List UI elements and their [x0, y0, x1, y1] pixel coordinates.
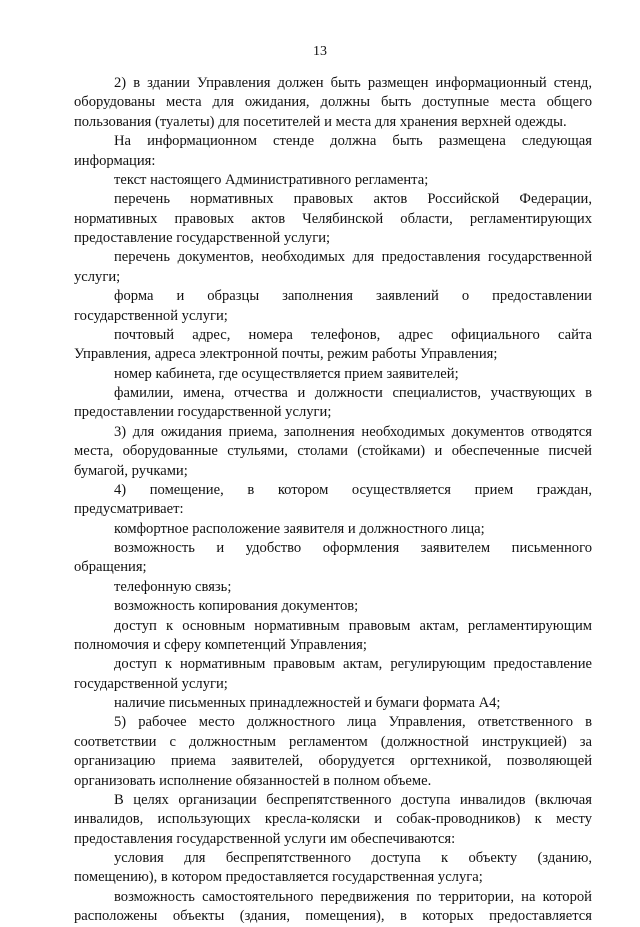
text-line: 5) рабочее место должностного лица Управления, ответственного в — [114, 714, 592, 731]
text-line: предоставление государственной услуги; — [74, 230, 331, 246]
text-line: доступ к нормативным правовым актам, регулирующим предоставление — [114, 656, 592, 673]
text-line: места, оборудованные стульями, столами (стойками) и обеспеченные писчей — [74, 443, 592, 460]
text-line: доступ к основным нормативным правовым актам, регламентирующим — [114, 617, 592, 634]
text-line: пользования (туалеты) для посетителей и места для хранения верхней одежды. — [74, 113, 567, 130]
text-line: нормативных правовых актов Челябинской области, регламентирующих — [74, 210, 592, 227]
text-line: оборудованы места для ожидания, должны быть доступные места общего — [74, 94, 592, 111]
text-line: наличие письменных принадлежностей и бумаги формата А4; — [114, 695, 501, 711]
text-line: предоставления государственной услуги им обеспечиваются: — [74, 830, 456, 847]
text-line: условия для беспрепятственного доступа к объекту (зданию, — [114, 850, 592, 866]
text-line: фамилии, имена, отчества и должности специалистов, участвующих в — [114, 385, 592, 401]
text-line: соответствии с должностным регламентом (должностной инструкцией) за — [74, 733, 592, 750]
text-line: комфортное расположение заявителя и должностного лица; — [114, 520, 485, 537]
text-line: перечень нормативных правовых актов Российской Федерации, — [114, 191, 592, 208]
text-line: информация: — [74, 152, 156, 169]
text-line: 3) для ожидания приема, заполнения необходимых документов отводятся — [114, 423, 592, 440]
text-line: бумагой, ручками; — [74, 462, 188, 479]
text-line: форма и образцы заполнения заявлений о предоставлении — [114, 288, 592, 305]
text-line: организацию приема заявителей, оборудуется оргтехникой, позволяющей — [74, 753, 592, 770]
text-line: расположены объекты (здания, помещения), в которых предоставляется — [74, 908, 592, 925]
text-line: возможность самостоятельного передвижения по территории, на которой — [114, 888, 592, 905]
text-line: возможность копирования документов; — [114, 598, 359, 615]
text-line: государственной услуги; — [74, 675, 228, 692]
text-line: На информационном стенде должна быть размещена следующая — [114, 133, 592, 150]
text-line: государственной услуги; — [74, 307, 228, 324]
text-line: организовать исполнение обязанностей в полном объеме. — [74, 772, 432, 789]
page-number: 13 — [313, 44, 327, 59]
text-line: перечень документов, необходимых для предоставления государственной — [114, 249, 592, 266]
text-line: номер кабинета, где осуществляется прием заявителей; — [114, 365, 459, 382]
document-body — [74, 74, 592, 927]
text-line: предусматривает: — [74, 501, 184, 518]
text-line: услуги; — [74, 268, 121, 285]
text-line: текст настоящего Административного регламента; — [114, 171, 429, 188]
text-line: телефонную связь; — [114, 578, 232, 595]
text-line: 4) помещение, в котором осуществляется прием граждан, — [114, 481, 592, 498]
text-line: помещению), в котором предоставляется государственная услуга; — [74, 869, 483, 886]
text-line: почтовый адрес, номера телефонов, адрес официального сайта — [114, 326, 592, 343]
text-line: Управления, адреса электронной почты, режим работы Управления; — [74, 346, 498, 363]
text-line: обращения; — [74, 559, 147, 576]
text-line: предоставлении государственной услуги; — [74, 404, 332, 421]
text-line: В целях организации беспрепятственного доступа инвалидов (включая — [114, 791, 592, 808]
text-line: полномочия и сферу компетенций Управления; — [74, 636, 367, 653]
text-line: инвалидов, использующих кресла-коляски и собак-проводников) к месту — [74, 811, 592, 828]
text-line: 2) в здании Управления должен быть размещен информационный стенд, — [114, 75, 592, 91]
text-line: возможность и удобство оформления заявителем письменного — [114, 540, 592, 556]
